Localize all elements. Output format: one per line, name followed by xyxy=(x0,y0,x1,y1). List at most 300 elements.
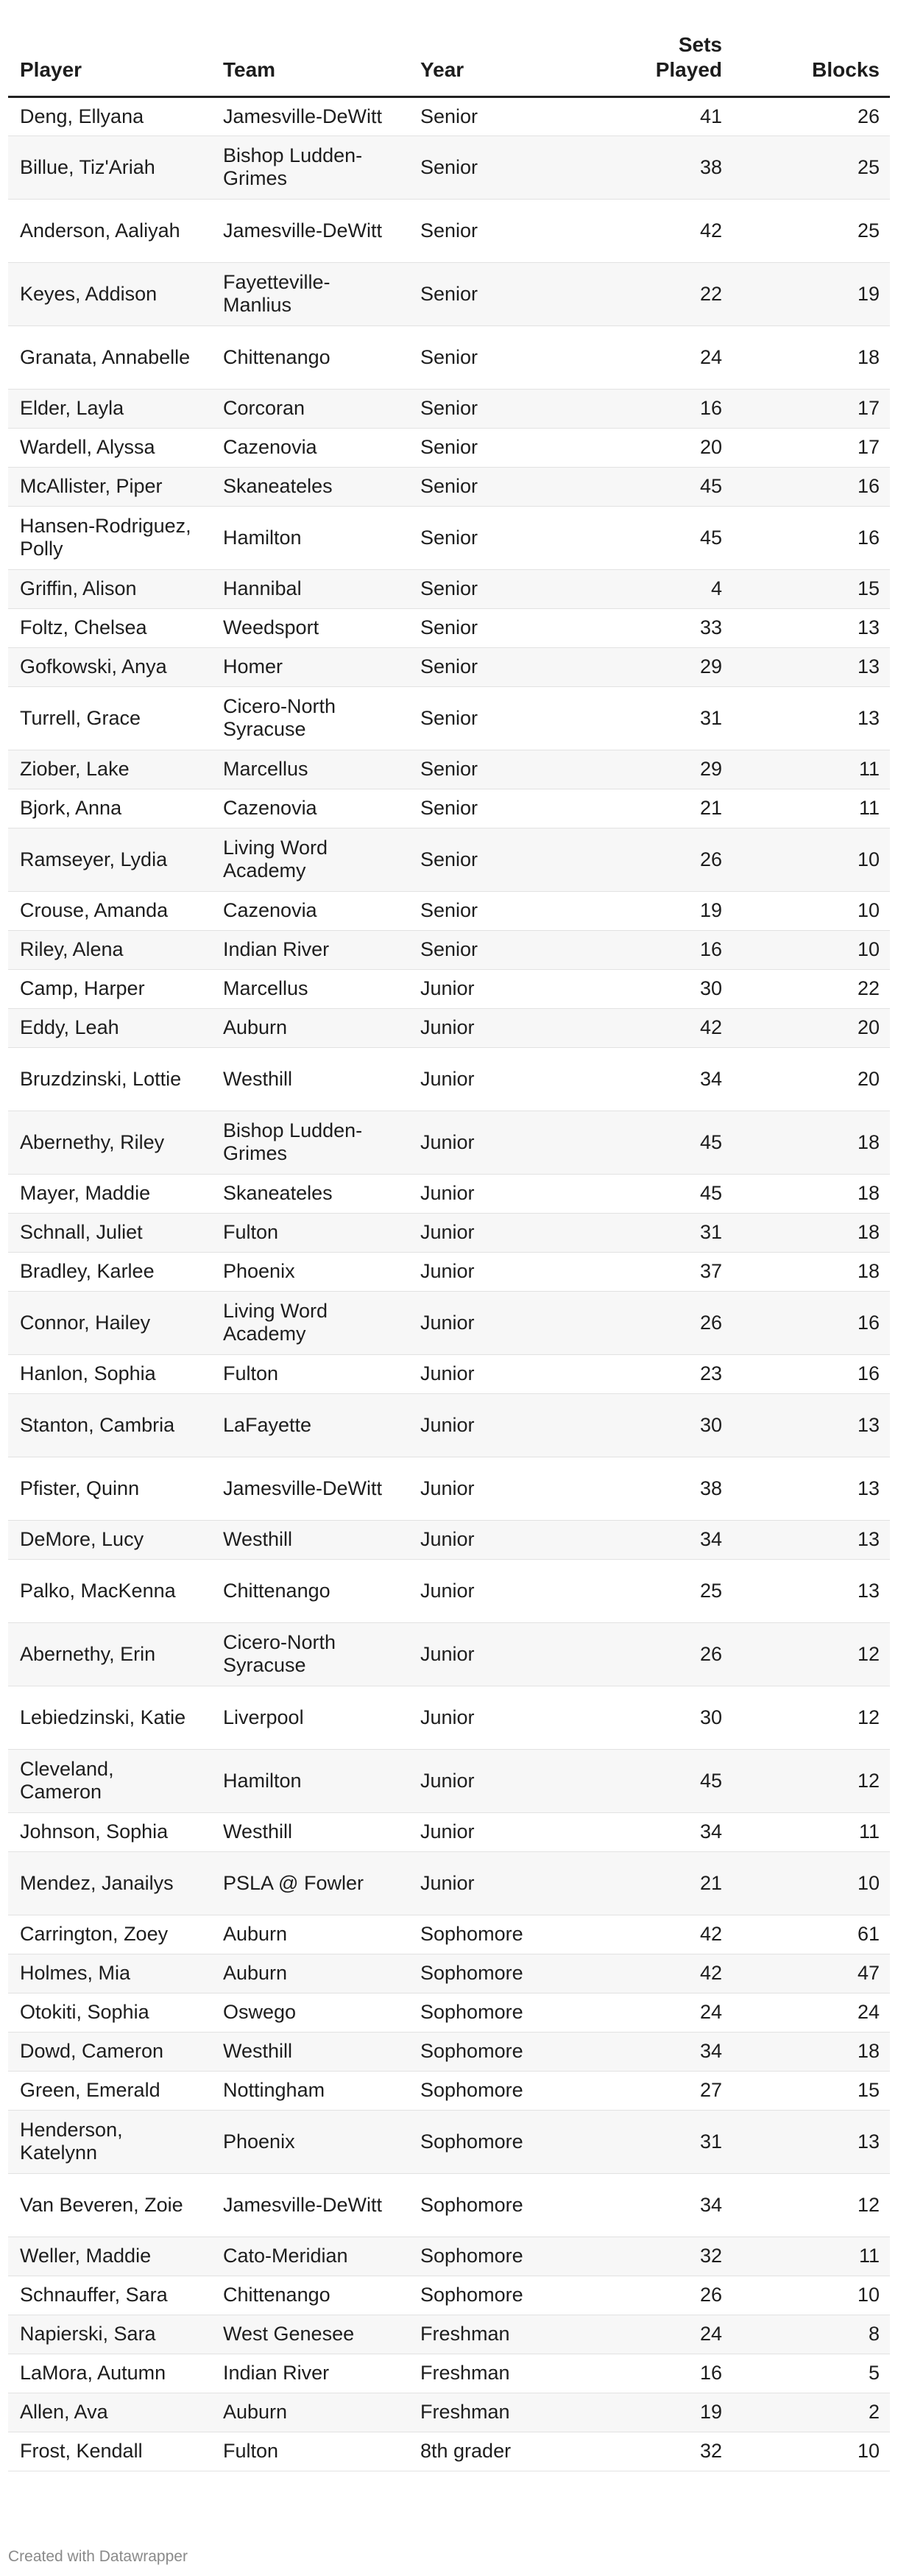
cell-player: Ziober, Lake xyxy=(8,750,211,789)
table-row xyxy=(8,969,890,1008)
cell-blocks: 10 xyxy=(732,2432,890,2471)
cell-team: Hamilton xyxy=(211,1749,409,1812)
cell-team: Jamesville-DeWitt xyxy=(211,1457,409,1520)
cell-team: Auburn xyxy=(211,1008,409,1047)
table-row xyxy=(8,2315,890,2354)
table-row xyxy=(8,789,890,828)
cell-team: Cicero-North Syracuse xyxy=(211,1622,409,1686)
cell-sets-played: 32 xyxy=(556,2432,732,2471)
cell-sets-played: 45 xyxy=(556,1749,732,1812)
cell-sets-played: 45 xyxy=(556,1111,732,1174)
cell-blocks: 12 xyxy=(732,2173,890,2237)
cell-year: Junior xyxy=(409,1213,556,1252)
cell-player: Gofkowski, Anya xyxy=(8,647,211,686)
table-row xyxy=(8,1559,890,1622)
table-row xyxy=(8,1851,890,1915)
cell-blocks: 8 xyxy=(732,2315,890,2354)
cell-sets-played: 24 xyxy=(556,325,732,389)
cell-team: Fulton xyxy=(211,1354,409,1393)
cell-team: Corcoran xyxy=(211,389,409,428)
cell-player: Camp, Harper xyxy=(8,969,211,1008)
cell-player: Wardell, Alyssa xyxy=(8,428,211,467)
cell-blocks: 18 xyxy=(732,2032,890,2071)
cell-sets-played: 31 xyxy=(556,2110,732,2173)
cell-sets-played: 30 xyxy=(556,1686,732,1749)
cell-sets-played: 45 xyxy=(556,506,732,569)
cell-sets-played: 45 xyxy=(556,467,732,506)
cell-sets-played: 24 xyxy=(556,1993,732,2032)
cell-year: Junior xyxy=(409,1047,556,1111)
table-header xyxy=(8,0,890,96)
table-row xyxy=(8,2173,890,2237)
cell-player: Mayer, Maddie xyxy=(8,1174,211,1213)
cell-player: Otokiti, Sophia xyxy=(8,1993,211,2032)
cell-blocks: 13 xyxy=(732,686,890,750)
table-row xyxy=(8,569,890,608)
cell-team: Jamesville-DeWitt xyxy=(211,199,409,262)
cell-year: Senior xyxy=(409,428,556,467)
cell-blocks: 10 xyxy=(732,930,890,969)
table-row xyxy=(8,1291,890,1354)
cell-team: Westhill xyxy=(211,1812,409,1851)
table-row xyxy=(8,1457,890,1520)
cell-player: Eddy, Leah xyxy=(8,1008,211,1047)
cell-blocks: 11 xyxy=(732,750,890,789)
cell-blocks: 18 xyxy=(732,1252,890,1291)
cell-sets-played: 37 xyxy=(556,1252,732,1291)
cell-blocks: 19 xyxy=(732,262,890,325)
cell-team: Auburn xyxy=(211,1954,409,1993)
cell-sets-played: 29 xyxy=(556,750,732,789)
cell-team: Auburn xyxy=(211,2393,409,2432)
cell-blocks: 24 xyxy=(732,1993,890,2032)
table-row xyxy=(8,262,890,325)
table-row xyxy=(8,506,890,569)
cell-year: 8th grader xyxy=(409,2432,556,2471)
column-header-player[interactable] xyxy=(8,0,211,96)
cell-player: Elder, Layla xyxy=(8,389,211,428)
cell-sets-played: 33 xyxy=(556,608,732,647)
cell-player: Henderson, Katelynn xyxy=(8,2110,211,2173)
cell-player: Hansen-Rodriguez, Polly xyxy=(8,506,211,569)
cell-sets-played: 34 xyxy=(556,1047,732,1111)
table-row xyxy=(8,2110,890,2173)
cell-year: Senior xyxy=(409,325,556,389)
cell-blocks: 16 xyxy=(732,467,890,506)
cell-player: Foltz, Chelsea xyxy=(8,608,211,647)
cell-team: Phoenix xyxy=(211,1252,409,1291)
cell-blocks: 16 xyxy=(732,506,890,569)
cell-player: Van Beveren, Zoie xyxy=(8,2173,211,2237)
cell-year: Senior xyxy=(409,891,556,930)
cell-player: Dowd, Cameron xyxy=(8,2032,211,2071)
cell-player: Palko, MacKenna xyxy=(8,1559,211,1622)
cell-blocks: 11 xyxy=(732,2237,890,2276)
table-row xyxy=(8,1520,890,1559)
cell-blocks: 11 xyxy=(732,789,890,828)
column-header-label: Blocks xyxy=(812,57,880,81)
cell-player: Granata, Annabelle xyxy=(8,325,211,389)
table-row xyxy=(8,1174,890,1213)
cell-player: Carrington, Zoey xyxy=(8,1915,211,1954)
cell-year: Senior xyxy=(409,789,556,828)
cell-team: Fayetteville-Manlius xyxy=(211,262,409,325)
cell-sets-played: 38 xyxy=(556,1457,732,1520)
cell-blocks: 18 xyxy=(732,1213,890,1252)
column-header-team[interactable] xyxy=(211,0,409,96)
cell-player: Ramseyer, Lydia xyxy=(8,828,211,891)
cell-year: Sophomore xyxy=(409,1954,556,1993)
cell-player: Napierski, Sara xyxy=(8,2315,211,2354)
table-row xyxy=(8,2276,890,2315)
cell-team: Jamesville-DeWitt xyxy=(211,2173,409,2237)
cell-team: Indian River xyxy=(211,2354,409,2393)
table-row xyxy=(8,750,890,789)
cell-year: Sophomore xyxy=(409,1915,556,1954)
cell-team: Oswego xyxy=(211,1993,409,2032)
column-header-label: Played xyxy=(655,57,722,81)
table-row xyxy=(8,2432,890,2471)
cell-year: Junior xyxy=(409,1851,556,1915)
cell-year: Senior xyxy=(409,828,556,891)
cell-year: Junior xyxy=(409,1520,556,1559)
cell-sets-played: 29 xyxy=(556,647,732,686)
cell-player: Allen, Ava xyxy=(8,2393,211,2432)
cell-sets-played: 31 xyxy=(556,686,732,750)
cell-year: Sophomore xyxy=(409,2032,556,2071)
cell-sets-played: 26 xyxy=(556,828,732,891)
cell-sets-played: 20 xyxy=(556,428,732,467)
cell-blocks: 13 xyxy=(732,1457,890,1520)
cell-sets-played: 31 xyxy=(556,1213,732,1252)
cell-player: Lebiedzinski, Katie xyxy=(8,1686,211,1749)
cell-year: Senior xyxy=(409,647,556,686)
cell-sets-played: 23 xyxy=(556,1354,732,1393)
cell-year: Senior xyxy=(409,467,556,506)
cell-player: Connor, Hailey xyxy=(8,1291,211,1354)
table-row xyxy=(8,1686,890,1749)
cell-blocks: 13 xyxy=(732,1520,890,1559)
cell-blocks: 11 xyxy=(732,1812,890,1851)
cell-sets-played: 4 xyxy=(556,569,732,608)
cell-blocks: 16 xyxy=(732,1354,890,1393)
cell-team: Chittenango xyxy=(211,325,409,389)
cell-blocks: 17 xyxy=(732,389,890,428)
cell-team: LaFayette xyxy=(211,1393,409,1457)
cell-team: Skaneateles xyxy=(211,467,409,506)
cell-player: Holmes, Mia xyxy=(8,1954,211,1993)
cell-year: Senior xyxy=(409,199,556,262)
column-header-label: Year xyxy=(420,57,464,81)
cell-blocks: 13 xyxy=(732,647,890,686)
cell-year: Senior xyxy=(409,506,556,569)
cell-team: Auburn xyxy=(211,1915,409,1954)
cell-year: Junior xyxy=(409,1749,556,1812)
cell-team: Westhill xyxy=(211,2032,409,2071)
datawrapper-credit: Created with Datawrapper xyxy=(8,2548,188,2565)
cell-year: Junior xyxy=(409,1812,556,1851)
cell-blocks: 12 xyxy=(732,1749,890,1812)
cell-team: Living Word Academy xyxy=(211,1291,409,1354)
cell-team: Cazenovia xyxy=(211,891,409,930)
table-row xyxy=(8,1111,890,1174)
cell-player: Pfister, Quinn xyxy=(8,1457,211,1520)
cell-blocks: 17 xyxy=(732,428,890,467)
cell-year: Junior xyxy=(409,1354,556,1393)
cell-player: Anderson, Aaliyah xyxy=(8,199,211,262)
cell-player: Schnall, Juliet xyxy=(8,1213,211,1252)
cell-sets-played: 32 xyxy=(556,2237,732,2276)
cell-sets-played: 42 xyxy=(556,1954,732,1993)
table-row xyxy=(8,2393,890,2432)
cell-year: Senior xyxy=(409,569,556,608)
cell-sets-played: 34 xyxy=(556,1520,732,1559)
cell-blocks: 18 xyxy=(732,1174,890,1213)
cell-year: Junior xyxy=(409,1457,556,1520)
cell-year: Senior xyxy=(409,389,556,428)
table-row xyxy=(8,1915,890,1954)
table-row xyxy=(8,1393,890,1457)
cell-year: Sophomore xyxy=(409,1993,556,2032)
table-row xyxy=(8,686,890,750)
table-row xyxy=(8,2354,890,2393)
cell-blocks: 13 xyxy=(732,1393,890,1457)
cell-year: Junior xyxy=(409,1252,556,1291)
cell-blocks: 10 xyxy=(732,2276,890,2315)
cell-year: Freshman xyxy=(409,2315,556,2354)
table-body xyxy=(8,96,890,2471)
cell-blocks: 15 xyxy=(732,569,890,608)
cell-sets-played: 42 xyxy=(556,199,732,262)
table-row xyxy=(8,1354,890,1393)
column-header-label: Sets xyxy=(678,32,722,56)
cell-year: Freshman xyxy=(409,2354,556,2393)
cell-sets-played: 30 xyxy=(556,969,732,1008)
table-row xyxy=(8,1213,890,1252)
cell-year: Freshman xyxy=(409,2393,556,2432)
cell-team: Hannibal xyxy=(211,569,409,608)
cell-blocks: 47 xyxy=(732,1954,890,1993)
cell-player: Bjork, Anna xyxy=(8,789,211,828)
cell-sets-played: 38 xyxy=(556,136,732,199)
cell-sets-played: 34 xyxy=(556,2173,732,2237)
cell-team: Cazenovia xyxy=(211,428,409,467)
cell-sets-played: 16 xyxy=(556,389,732,428)
table-row xyxy=(8,1954,890,1993)
cell-player: Riley, Alena xyxy=(8,930,211,969)
cell-blocks: 2 xyxy=(732,2393,890,2432)
cell-team: Fulton xyxy=(211,1213,409,1252)
cell-sets-played: 19 xyxy=(556,891,732,930)
cell-player: Stanton, Cambria xyxy=(8,1393,211,1457)
cell-blocks: 25 xyxy=(732,136,890,199)
column-header-label: Player xyxy=(20,57,82,81)
cell-player: Frost, Kendall xyxy=(8,2432,211,2471)
cell-sets-played: 24 xyxy=(556,2315,732,2354)
cell-team: Cicero-North Syracuse xyxy=(211,686,409,750)
cell-year: Junior xyxy=(409,1291,556,1354)
table-row xyxy=(8,930,890,969)
cell-player: DeMore, Lucy xyxy=(8,1520,211,1559)
cell-sets-played: 21 xyxy=(556,1851,732,1915)
cell-player: Turrell, Grace xyxy=(8,686,211,750)
cell-player: Crouse, Amanda xyxy=(8,891,211,930)
cell-blocks: 20 xyxy=(732,1047,890,1111)
cell-player: McAllister, Piper xyxy=(8,467,211,506)
cell-team: Cazenovia xyxy=(211,789,409,828)
cell-team: Liverpool xyxy=(211,1686,409,1749)
table-row xyxy=(8,828,890,891)
cell-team: Marcellus xyxy=(211,969,409,1008)
cell-year: Sophomore xyxy=(409,2173,556,2237)
table-row xyxy=(8,96,890,136)
cell-sets-played: 30 xyxy=(556,1393,732,1457)
cell-year: Sophomore xyxy=(409,2276,556,2315)
cell-year: Sophomore xyxy=(409,2110,556,2173)
cell-team: PSLA @ Fowler xyxy=(211,1851,409,1915)
table-row xyxy=(8,467,890,506)
cell-sets-played: 27 xyxy=(556,2071,732,2110)
cell-player: Deng, Ellyana xyxy=(8,96,211,136)
cell-player: Griffin, Alison xyxy=(8,569,211,608)
cell-team: Homer xyxy=(211,647,409,686)
table-row xyxy=(8,608,890,647)
cell-sets-played: 21 xyxy=(556,789,732,828)
cell-sets-played: 45 xyxy=(556,1174,732,1213)
cell-team: Living Word Academy xyxy=(211,828,409,891)
cell-blocks: 13 xyxy=(732,1559,890,1622)
table-row xyxy=(8,1008,890,1047)
header-row xyxy=(8,0,890,96)
cell-team: Bishop Ludden-Grimes xyxy=(211,136,409,199)
cell-year: Junior xyxy=(409,1559,556,1622)
cell-blocks: 61 xyxy=(732,1915,890,1954)
table-row xyxy=(8,1993,890,2032)
cell-blocks: 25 xyxy=(732,199,890,262)
cell-team: Chittenango xyxy=(211,2276,409,2315)
cell-team: West Genesee xyxy=(211,2315,409,2354)
table-row xyxy=(8,1047,890,1111)
cell-player: Keyes, Addison xyxy=(8,262,211,325)
cell-blocks: 13 xyxy=(732,2110,890,2173)
cell-blocks: 15 xyxy=(732,2071,890,2110)
cell-blocks: 12 xyxy=(732,1622,890,1686)
cell-year: Junior xyxy=(409,1111,556,1174)
cell-team: Jamesville-DeWitt xyxy=(211,96,409,136)
cell-blocks: 10 xyxy=(732,891,890,930)
cell-blocks: 13 xyxy=(732,608,890,647)
cell-blocks: 16 xyxy=(732,1291,890,1354)
table-row xyxy=(8,647,890,686)
blocks-stats-table xyxy=(8,0,890,2471)
cell-player: LaMora, Autumn xyxy=(8,2354,211,2393)
table-row xyxy=(8,325,890,389)
cell-blocks: 26 xyxy=(732,96,890,136)
cell-year: Junior xyxy=(409,1622,556,1686)
table-row xyxy=(8,2032,890,2071)
cell-player: Abernethy, Erin xyxy=(8,1622,211,1686)
cell-player: Bradley, Karlee xyxy=(8,1252,211,1291)
cell-player: Weller, Maddie xyxy=(8,2237,211,2276)
cell-team: Hamilton xyxy=(211,506,409,569)
cell-sets-played: 19 xyxy=(556,2393,732,2432)
cell-year: Junior xyxy=(409,1686,556,1749)
table-row xyxy=(8,1749,890,1812)
table-row xyxy=(8,1252,890,1291)
cell-team: Weedsport xyxy=(211,608,409,647)
cell-year: Junior xyxy=(409,969,556,1008)
cell-player: Green, Emerald xyxy=(8,2071,211,2110)
cell-year: Junior xyxy=(409,1008,556,1047)
cell-team: Marcellus xyxy=(211,750,409,789)
cell-blocks: 18 xyxy=(732,1111,890,1174)
table-row xyxy=(8,136,890,199)
cell-player: Billue, Tiz'Ariah xyxy=(8,136,211,199)
cell-sets-played: 34 xyxy=(556,1812,732,1851)
column-header-blocks[interactable] xyxy=(732,0,890,96)
cell-team: Westhill xyxy=(211,1047,409,1111)
cell-team: Indian River xyxy=(211,930,409,969)
cell-sets-played: 25 xyxy=(556,1559,732,1622)
cell-year: Junior xyxy=(409,1393,556,1457)
cell-year: Senior xyxy=(409,686,556,750)
cell-player: Johnson, Sophia xyxy=(8,1812,211,1851)
cell-year: Senior xyxy=(409,136,556,199)
cell-blocks: 12 xyxy=(732,1686,890,1749)
cell-player: Cleveland, Cameron xyxy=(8,1749,211,1812)
cell-year: Senior xyxy=(409,96,556,136)
cell-blocks: 22 xyxy=(732,969,890,1008)
cell-sets-played: 41 xyxy=(556,96,732,136)
cell-year: Sophomore xyxy=(409,2237,556,2276)
cell-player: Hanlon, Sophia xyxy=(8,1354,211,1393)
cell-team: Phoenix xyxy=(211,2110,409,2173)
column-header-label: Team xyxy=(223,57,276,81)
cell-blocks: 18 xyxy=(732,325,890,389)
cell-player: Bruzdzinski, Lottie xyxy=(8,1047,211,1111)
cell-team: Skaneateles xyxy=(211,1174,409,1213)
column-header-sets-played[interactable] xyxy=(556,0,732,96)
cell-sets-played: 42 xyxy=(556,1915,732,1954)
cell-sets-played: 22 xyxy=(556,262,732,325)
cell-team: Chittenango xyxy=(211,1559,409,1622)
cell-blocks: 5 xyxy=(732,2354,890,2393)
cell-year: Senior xyxy=(409,750,556,789)
table-row xyxy=(8,891,890,930)
cell-player: Abernethy, Riley xyxy=(8,1111,211,1174)
cell-sets-played: 34 xyxy=(556,2032,732,2071)
table-row xyxy=(8,428,890,467)
cell-year: Senior xyxy=(409,608,556,647)
cell-team: Fulton xyxy=(211,2432,409,2471)
table-row xyxy=(8,199,890,262)
cell-team: Westhill xyxy=(211,1520,409,1559)
cell-blocks: 10 xyxy=(732,828,890,891)
cell-sets-played: 16 xyxy=(556,2354,732,2393)
cell-blocks: 20 xyxy=(732,1008,890,1047)
cell-sets-played: 26 xyxy=(556,1622,732,1686)
cell-sets-played: 42 xyxy=(556,1008,732,1047)
cell-year: Junior xyxy=(409,1174,556,1213)
cell-sets-played: 26 xyxy=(556,2276,732,2315)
table-row xyxy=(8,2237,890,2276)
table-row xyxy=(8,1622,890,1686)
cell-year: Senior xyxy=(409,262,556,325)
column-header-year[interactable] xyxy=(409,0,556,96)
cell-sets-played: 16 xyxy=(556,930,732,969)
cell-year: Sophomore xyxy=(409,2071,556,2110)
cell-team: Bishop Ludden-Grimes xyxy=(211,1111,409,1174)
